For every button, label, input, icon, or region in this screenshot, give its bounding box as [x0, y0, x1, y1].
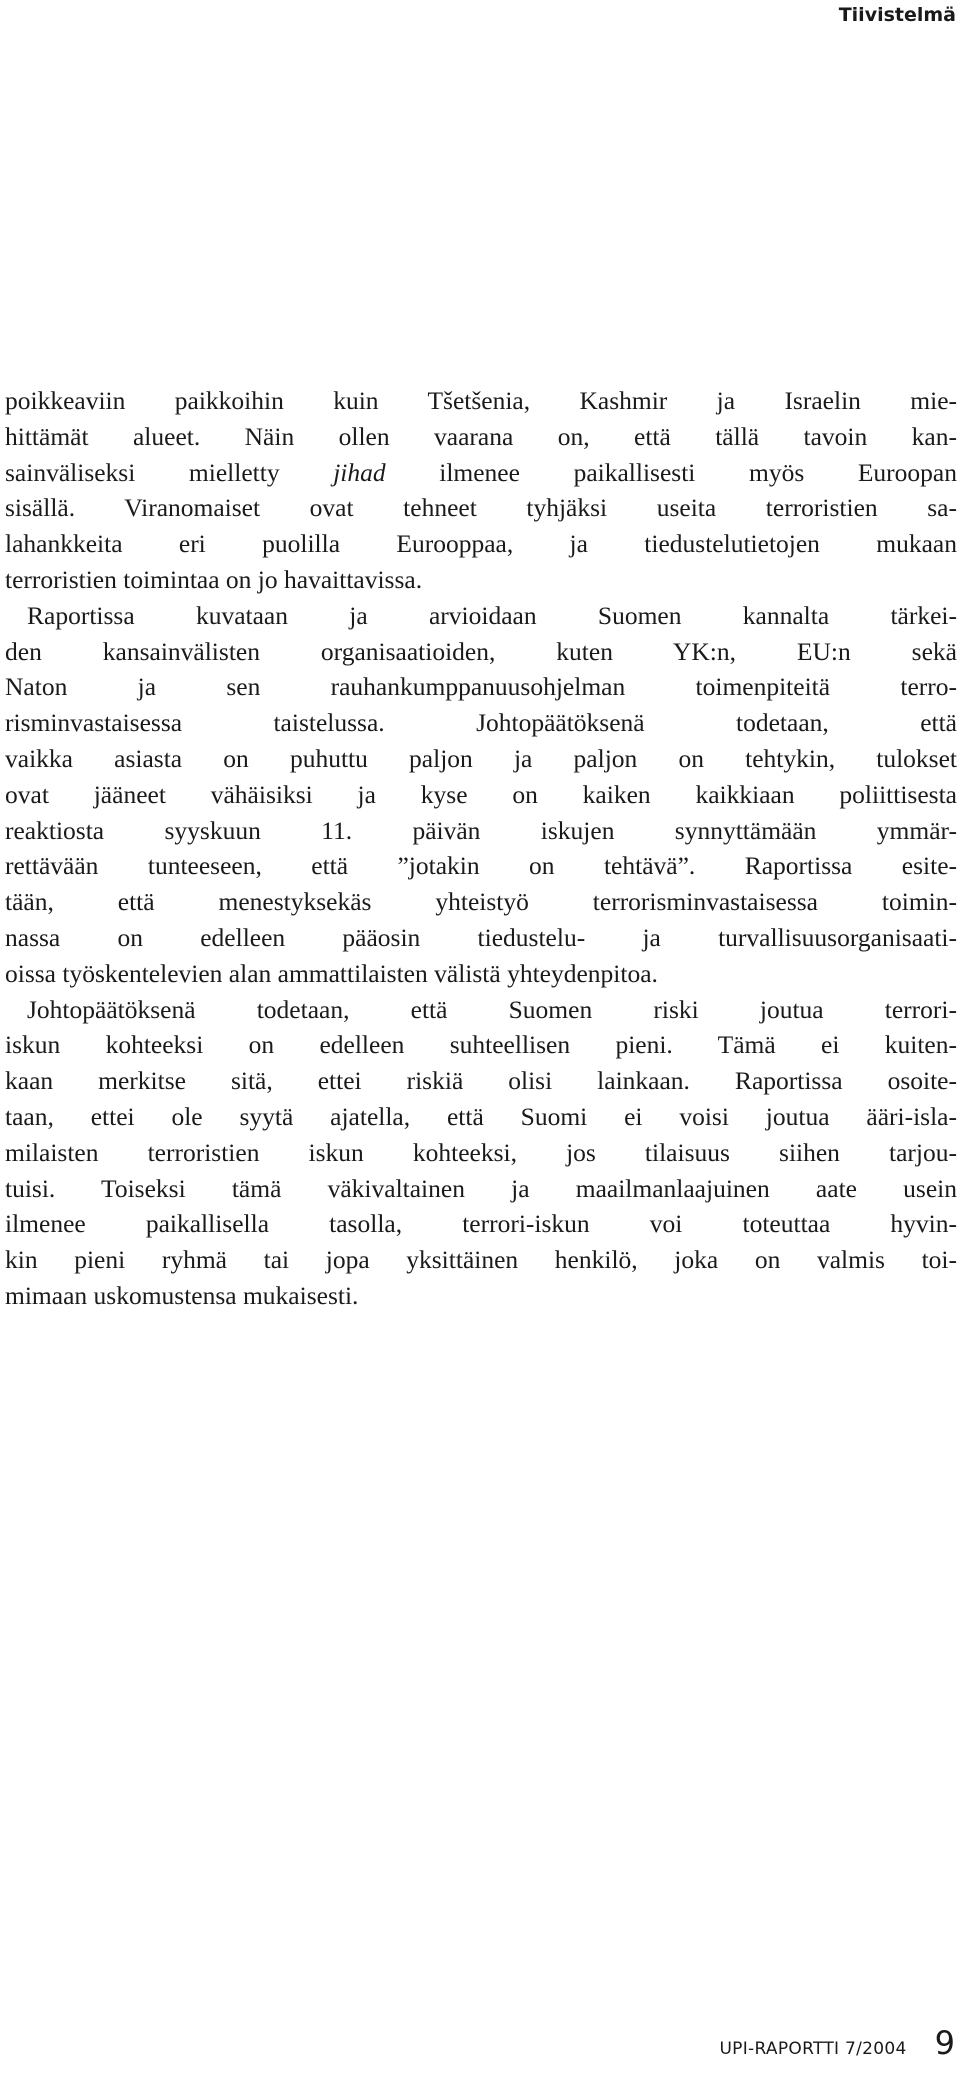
italic-term: jihad — [333, 457, 386, 487]
text-line: reaktiosta syyskuun 11. päivän iskujen synnyttämään ymmär- — [5, 815, 957, 845]
page-footer — [719, 2024, 955, 2062]
text-span: ilmenee paikallisesti myös Euroopan — [385, 457, 957, 487]
text-line: sisällä. Viranomaiset ovat tehneet tyhjäksi useita terroristien sa- — [5, 493, 957, 523]
page-number: 9 — [934, 2024, 955, 2062]
section-title: Tiivistelmä — [838, 4, 956, 26]
document-body — [5, 383, 957, 1314]
text-line: rettävään tunteeseen, että ”jotakin on tehtävä”. Raportissa esite- — [5, 851, 957, 881]
text-line: ilmenee paikallisella tasolla, terrori-iskun voi toteuttaa hyvin- — [5, 1209, 957, 1239]
text-line: vaikka asiasta on puhuttu paljon ja paljon on tehtykin, tulokset — [5, 743, 957, 773]
text-line: kaan merkitse sitä, ettei riskiä olisi lainkaan. Raportissa osoite- — [5, 1066, 957, 1096]
text-line: hittämät alueet. Näin ollen vaarana on, että tällä tavoin kan- — [5, 421, 957, 451]
text-line — [5, 455, 957, 491]
text-line: tään, että menestyksekäs yhteistyö terrorisminvastaisessa toimin- — [5, 887, 957, 917]
text-line: ovat jääneet vähäisiksi ja kyse on kaiken kaikkiaan poliittisesta — [5, 779, 957, 809]
paragraph — [5, 992, 957, 1314]
text-line: risminvastaisessa taistelussa. Johtopäätöksenä todetaan, että — [5, 708, 957, 738]
text-line: iskun kohteeksi on edelleen suhteellisen pieni. Tämä ei kuiten- — [5, 1030, 957, 1060]
text-line: tuisi. Toiseksi tämä väkivaltainen ja maailmanlaajuinen aate usein — [5, 1173, 957, 1203]
publication-label: UPI-RAPORTTI 7/2004 — [719, 2039, 907, 2059]
text-line: oissa työskentelevien alan ammattilaisten välistä yhteydenpitoa. — [5, 958, 658, 988]
text-span: sainväliseksi mielletty — [5, 457, 334, 487]
paragraph — [5, 598, 957, 992]
text-line: taan, ettei ole syytä ajatella, että Suomi ei voisi joutua ääri-isla- — [5, 1101, 957, 1131]
text-line: poikkeaviin paikkoihin kuin Tšetšenia, Kashmir ja Israelin mie- — [5, 386, 957, 415]
text-line: Johtopäätöksenä todetaan, että Suomen riski joutua terrori- — [27, 994, 957, 1024]
text-line: kin pieni ryhmä tai jopa yksittäinen henkilö, joka on valmis toi- — [5, 1245, 957, 1275]
text-line: Raportissa kuvataan ja arvioidaan Suomen kannalta tärkei- — [27, 600, 957, 630]
text-line: mimaan uskomustensa mukaisesti. — [5, 1280, 359, 1310]
text-line: Naton ja sen rauhankumppanuusohjelman toimenpiteitä terro- — [5, 672, 957, 702]
paragraph — [5, 383, 957, 598]
text-line: terroristien toimintaa on jo havaittavissa. — [5, 564, 423, 594]
text-line: nassa on edelleen pääosin tiedustelu- ja turvallisuusorganisaati- — [5, 922, 957, 952]
text-line: milaisten terroristien iskun kohteeksi, jos tilaisuus siihen tarjou- — [5, 1137, 957, 1167]
text-line: den kansainvälisten organisaatioiden, kuten YK:n, EU:n sekä — [5, 636, 957, 666]
text-line: lahankkeita eri puolilla Eurooppaa, ja tiedustelutietojen mukaan — [5, 529, 957, 559]
